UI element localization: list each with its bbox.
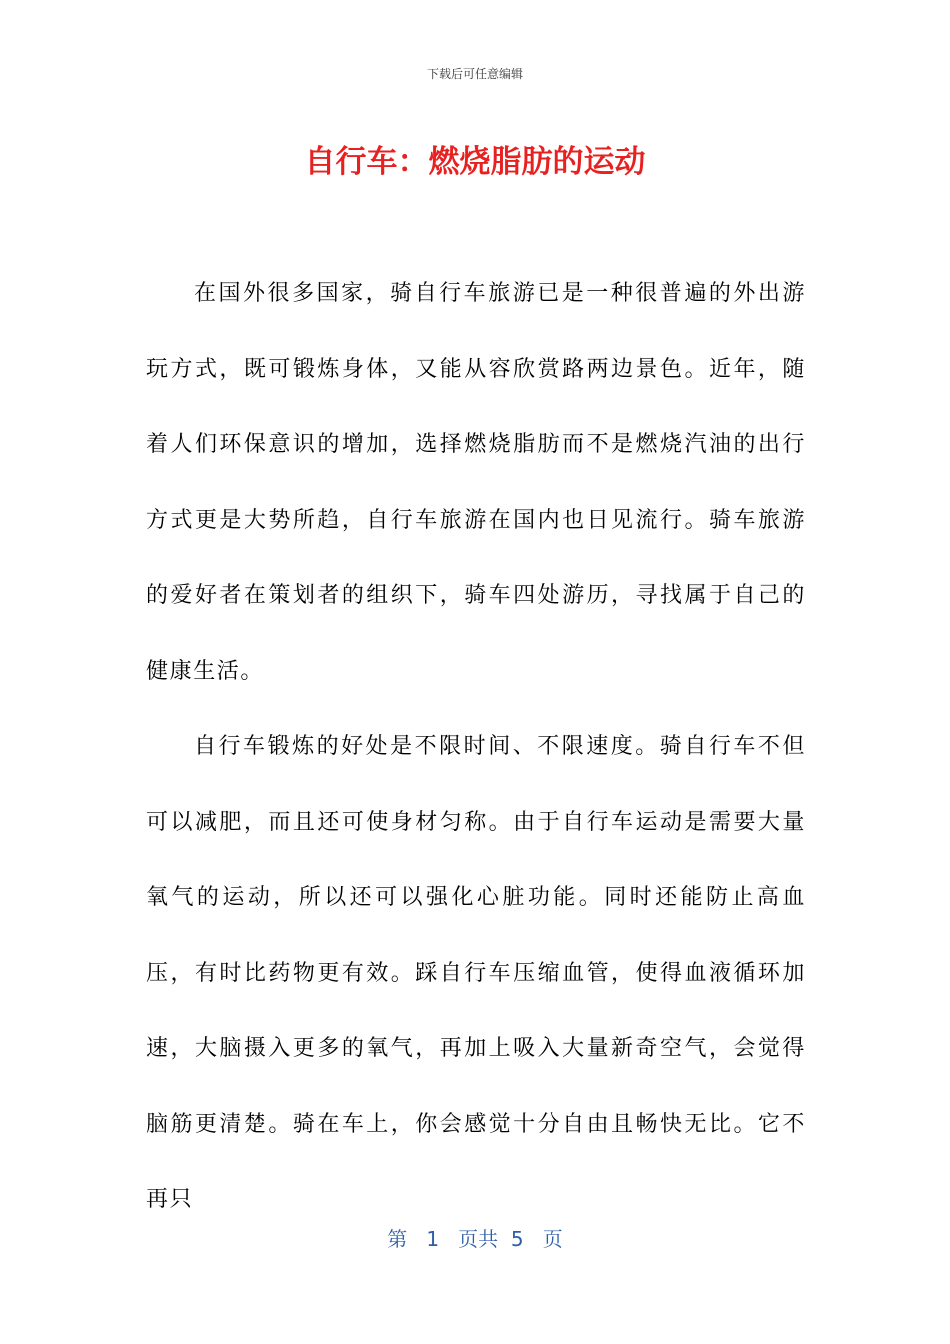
footer-suffix: 页 xyxy=(542,1227,563,1251)
paragraph: 自行车锻炼的好处是不限时间、不限速度。骑自行车不但可以减肥，而且还可使身材匀称。由于自行车运动是需要大量氧气的运动，所以还可以强化心脏功能。同时还能防止高血压，有时比药物更有效。踩自行车压缩血管，使得血液循环加速，大脑摄入更多的氧气，再加上吸入大量新奇空气，会觉得脑筋更清楚。骑在车上，你会感觉十分自由且畅快无比。它不再只 xyxy=(146,734,806,1212)
total-pages-number: 5 xyxy=(510,1227,524,1251)
current-page-number: 1 xyxy=(426,1227,440,1251)
paragraph: 在国外很多国家，骑自行车旅游已是一种很普遍的外出游玩方式，既可锻炼身体，又能从容欣赏路两边景色。近年，随着人们环保意识的增加，选择燃烧脂肪而不是燃烧汽油的出行方式更是大势所趋，自行车旅游在国内也日见流行。骑车旅游的爱好者在策划者的组织下，骑车四处游历，寻找属于自己的健康生活。 xyxy=(146,281,806,684)
page-footer xyxy=(0,1224,950,1254)
footer-prefix: 第 xyxy=(387,1227,408,1251)
document-title: 自行车：燃烧脂肪的运动 xyxy=(304,144,646,180)
document-body xyxy=(146,256,806,1238)
header-note: 下载后可任意编辑 xyxy=(426,67,523,81)
footer-middle: 页共 xyxy=(458,1227,499,1251)
